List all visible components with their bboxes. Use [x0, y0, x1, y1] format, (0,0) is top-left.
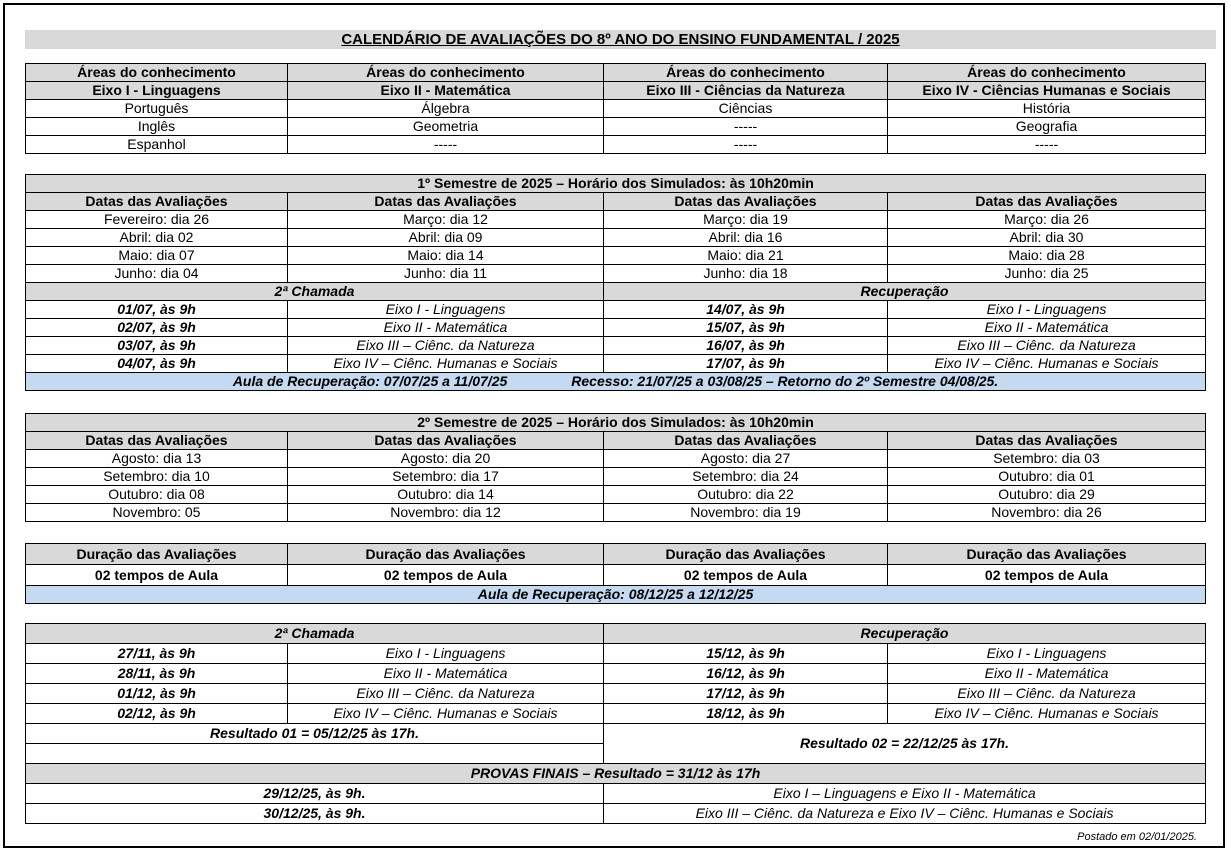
dates-header: Datas das Avaliações	[288, 193, 604, 211]
table-row	[26, 504, 1206, 522]
date-cell: Outubro: dia 01	[888, 468, 1206, 486]
date-cell: Outubro: dia 29	[888, 486, 1206, 504]
recuperacao-date: 17/07, às 9h	[604, 355, 888, 373]
prova-date: 30/12/25, às 9h.	[26, 804, 604, 824]
date-cell: Maio: dia 14	[288, 247, 604, 265]
date-cell: Setembro: dia 24	[604, 468, 888, 486]
subject-cell: -----	[288, 136, 604, 154]
recuperacao-eixo: Eixo II - Matemática	[888, 319, 1206, 337]
chamada-eixo: Eixo IV – Ciênc. Humanas e Sociais	[288, 704, 604, 724]
table-row	[26, 100, 1206, 118]
resultado-02: Resultado 02 = 22/12/25 às 17h.	[604, 724, 1206, 764]
date-cell: Novembro: dia 19	[604, 504, 888, 522]
table-row	[26, 247, 1206, 265]
dates-header: Datas das Avaliações	[288, 432, 604, 450]
date-cell: Agosto: dia 27	[604, 450, 888, 468]
date-cell: Outubro: dia 14	[288, 486, 604, 504]
areas-header: Áreas do conhecimento	[288, 64, 604, 82]
prova-eixos: Eixo III – Ciênc. da Natureza e Eixo IV – Ciênc. Humanas e Sociais	[604, 804, 1206, 824]
semester1-title: 1º Semestre de 2025 – Horário dos Simulados: às 10h20min	[26, 175, 1206, 193]
table-row	[26, 684, 1206, 704]
date-cell: Abril: dia 09	[288, 229, 604, 247]
table-row	[26, 468, 1206, 486]
prova-date: 29/12/25, às 9h.	[26, 784, 604, 804]
empty-cell	[26, 744, 604, 764]
eixo-header: Eixo II - Matemática	[288, 82, 604, 100]
table-row	[26, 118, 1206, 136]
subject-cell: -----	[604, 136, 888, 154]
date-cell: Agosto: dia 20	[288, 450, 604, 468]
date-cell: Agosto: dia 13	[26, 450, 288, 468]
date-cell: Março: dia 26	[888, 211, 1206, 229]
date-cell: Maio: dia 28	[888, 247, 1206, 265]
dates-header: Datas das Avaliações	[604, 432, 888, 450]
subject-cell: Português	[26, 100, 288, 118]
chamada-eixo: Eixo III – Ciênc. da Natureza	[288, 684, 604, 704]
recuperacao-date: 15/12, às 9h	[604, 644, 888, 664]
recuperacao-date: 16/07, às 9h	[604, 337, 888, 355]
date-cell: Maio: dia 07	[26, 247, 288, 265]
areas-header: Áreas do conhecimento	[888, 64, 1206, 82]
eixo-header: Eixo I - Linguagens	[26, 82, 288, 100]
chamada-eixo: Eixo II - Matemática	[288, 664, 604, 684]
provas-finais-header: PROVAS FINAIS – Resultado = 31/12 às 17h	[26, 764, 1206, 784]
recuperacao-date: 14/07, às 9h	[604, 301, 888, 319]
recesso-text: Recesso: 21/07/25 a 03/08/25 – Retorno do 2º Semestre 04/08/25.	[571, 373, 999, 389]
recuperacao-eixo: Eixo IV – Ciênc. Humanas e Sociais	[888, 355, 1206, 373]
duracao-value: 02 tempos de Aula	[288, 565, 604, 586]
date-cell: Novembro: dia 12	[288, 504, 604, 522]
recuperacao-eixo: Eixo I - Linguagens	[888, 644, 1206, 664]
date-cell: Abril: dia 02	[26, 229, 288, 247]
chamada-eixo: Eixo I - Linguagens	[288, 301, 604, 319]
aula-recuperacao-text: Aula de Recuperação: 07/07/25 a 11/07/25	[232, 373, 508, 389]
chamada-eixo: Eixo III – Ciênc. da Natureza	[288, 337, 604, 355]
table-row	[26, 486, 1206, 504]
table-row	[26, 211, 1206, 229]
dates-header: Datas das Avaliações	[888, 432, 1206, 450]
subject-cell: Ciências	[604, 100, 888, 118]
table-row	[26, 337, 1206, 355]
title-bar	[25, 30, 1216, 49]
areas-table	[25, 63, 1206, 154]
eixo-header: Eixo IV - Ciências Humanas e Sociais	[888, 82, 1206, 100]
table-row	[26, 644, 1206, 664]
final-table	[25, 623, 1206, 824]
semester1-table	[25, 174, 1206, 391]
subject-cell: História	[888, 100, 1206, 118]
date-cell: Outubro: dia 08	[26, 486, 288, 504]
duracao-table	[25, 543, 1206, 604]
table-row	[26, 664, 1206, 684]
semester2-table	[25, 413, 1206, 522]
aula-recuperacao-banner: Aula de Recuperação: 08/12/25 a 12/12/25	[26, 586, 1206, 604]
date-cell: Junho: dia 04	[26, 265, 288, 283]
chamada-date: 02/12, às 9h	[26, 704, 288, 724]
chamada-date: 03/07, às 9h	[26, 337, 288, 355]
table-row	[26, 704, 1206, 724]
date-cell: Setembro: dia 10	[26, 468, 288, 486]
dates-header: Datas das Avaliações	[26, 432, 288, 450]
table-row	[26, 265, 1206, 283]
semester2-title: 2º Semestre de 2025 – Horário dos Simulados: às 10h20min	[26, 414, 1206, 432]
recuperacao-date: 18/12, às 9h	[604, 704, 888, 724]
dates-header: Datas das Avaliações	[604, 193, 888, 211]
chamada-eixo: Eixo IV – Ciênc. Humanas e Sociais	[288, 355, 604, 373]
date-cell: Junho: dia 11	[288, 265, 604, 283]
resultado-01: Resultado 01 = 05/12/25 às 17h.	[26, 724, 604, 744]
chamada-date: 04/07, às 9h	[26, 355, 288, 373]
table-row	[26, 136, 1206, 154]
subject-cell: Álgebra	[288, 100, 604, 118]
date-cell: Abril: dia 16	[604, 229, 888, 247]
chamada-date: 28/11, às 9h	[26, 664, 288, 684]
date-cell: Junho: dia 18	[604, 265, 888, 283]
recuperacao-eixo: Eixo III – Ciênc. da Natureza	[888, 337, 1206, 355]
recuperacao-banner	[26, 373, 1206, 391]
eixo-header: Eixo III - Ciências da Natureza	[604, 82, 888, 100]
table-row	[26, 784, 1206, 804]
subject-cell: Inglês	[26, 118, 288, 136]
date-cell: Março: dia 12	[288, 211, 604, 229]
recuperacao-eixo: Eixo III – Ciênc. da Natureza	[888, 684, 1206, 704]
posted-date: Postado em 02/01/2025.	[1077, 831, 1197, 843]
table-row	[26, 301, 1206, 319]
table-row	[26, 450, 1206, 468]
date-cell: Junho: dia 25	[888, 265, 1206, 283]
date-cell: Novembro: 05	[26, 504, 288, 522]
recuperacao-date: 15/07, às 9h	[604, 319, 888, 337]
prova-eixos: Eixo I – Linguagens e Eixo II - Matemática	[604, 784, 1206, 804]
page-title: CALENDÁRIO DE AVALIAÇÕES DO 8º ANO DO ENSINO FUNDAMENTAL / 2025	[341, 31, 900, 48]
table-row	[26, 355, 1206, 373]
subject-cell: -----	[604, 118, 888, 136]
areas-header: Áreas do conhecimento	[26, 64, 288, 82]
dates-header: Datas das Avaliações	[26, 193, 288, 211]
duracao-value: 02 tempos de Aula	[888, 565, 1206, 586]
chamada-header: 2ª Chamada	[26, 624, 604, 644]
chamada-date: 02/07, às 9h	[26, 319, 288, 337]
subject-cell: -----	[888, 136, 1206, 154]
date-cell: Fevereiro: dia 26	[26, 211, 288, 229]
chamada-date: 27/11, às 9h	[26, 644, 288, 664]
duracao-header: Duração das Avaliações	[26, 544, 288, 565]
date-cell: Maio: dia 21	[604, 247, 888, 265]
chamada-eixo: Eixo II - Matemática	[288, 319, 604, 337]
recuperacao-eixo: Eixo IV – Ciênc. Humanas e Sociais	[888, 704, 1206, 724]
recuperacao-date: 17/12, às 9h	[604, 684, 888, 704]
recuperacao-header: Recuperação	[604, 283, 1206, 301]
recuperacao-header: Recuperação	[604, 624, 1206, 644]
subject-cell: Geometria	[288, 118, 604, 136]
chamada-header: 2ª Chamada	[26, 283, 604, 301]
chamada-date: 01/07, às 9h	[26, 301, 288, 319]
duracao-header: Duração das Avaliações	[288, 544, 604, 565]
dates-header: Datas das Avaliações	[888, 193, 1206, 211]
duracao-value: 02 tempos de Aula	[26, 565, 288, 586]
date-cell: Setembro: dia 17	[288, 468, 604, 486]
table-row	[26, 229, 1206, 247]
date-cell: Outubro: dia 22	[604, 486, 888, 504]
table-row	[26, 804, 1206, 824]
chamada-date: 01/12, às 9h	[26, 684, 288, 704]
date-cell: Abril: dia 30	[888, 229, 1206, 247]
duracao-header: Duração das Avaliações	[888, 544, 1206, 565]
duracao-value: 02 tempos de Aula	[604, 565, 888, 586]
date-cell: Setembro: dia 03	[888, 450, 1206, 468]
subject-cell: Geografia	[888, 118, 1206, 136]
date-cell: Novembro: dia 26	[888, 504, 1206, 522]
recuperacao-eixo: Eixo II - Matemática	[888, 664, 1206, 684]
table-row	[26, 319, 1206, 337]
areas-header: Áreas do conhecimento	[604, 64, 888, 82]
duracao-header: Duração das Avaliações	[604, 544, 888, 565]
recuperacao-eixo: Eixo I - Linguagens	[888, 301, 1206, 319]
subject-cell: Espanhol	[26, 136, 288, 154]
date-cell: Março: dia 19	[604, 211, 888, 229]
recuperacao-date: 16/12, às 9h	[604, 664, 888, 684]
chamada-eixo: Eixo I - Linguagens	[288, 644, 604, 664]
